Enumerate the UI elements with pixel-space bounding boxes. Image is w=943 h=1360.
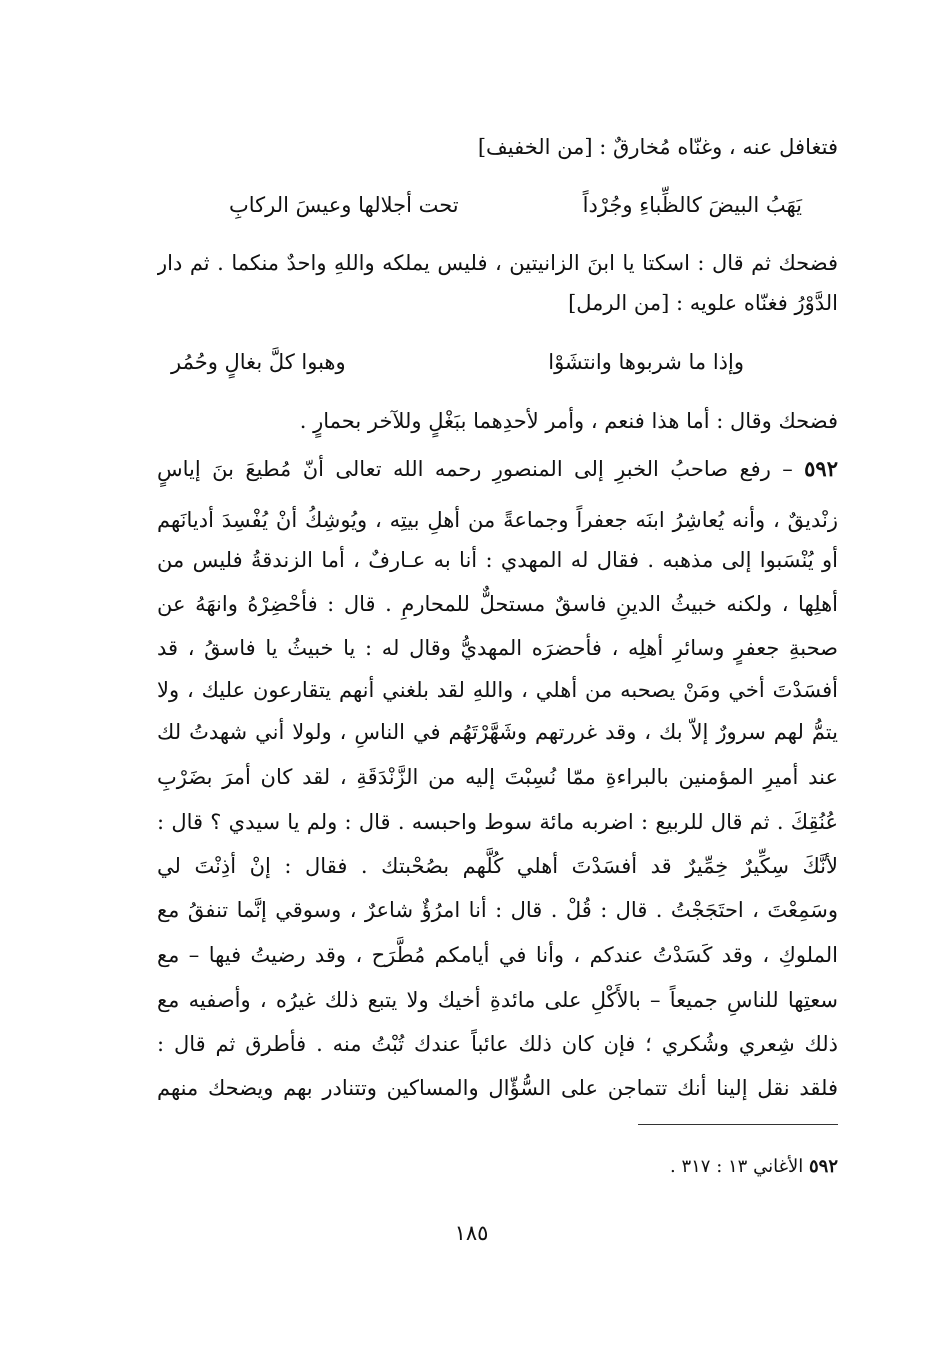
entry-592-first-line [157, 449, 838, 489]
text-line: ذلك شِعري وشُكري ؛ فإن كان ذلك عائباً عندك تُبْتُ منه . فأطرق ثم قال : [157, 1032, 838, 1056]
intro-line: فتغافل عنه ، وغنّاه مُخارقٌ : [من الخفيف] [477, 135, 838, 159]
footnote [670, 1150, 838, 1184]
entry-number: ٥٩٢ [804, 456, 838, 481]
footnote-text: الأغاني ١٣ : ٣١٧ . [670, 1156, 804, 1177]
text-line: سعتِها للناسِ جميعاً – بالأَكْلِ على مائدةِ أخيك ولا يتبع ذلك غيرُه ، وأصفيه مع [157, 988, 838, 1012]
text-line: أفسَدْتَ أخي ومَنْ يصحبه من أهلي ، واللهِ لقد بلغني أنهم يتقارعون عليك ، ولا [157, 678, 838, 702]
text-line: فضحك ثم قال : اسكتا يا ابنَ الزانيتين ، فليس يملكه واللهِ واحدٌ منكما . ثم دار [157, 251, 838, 275]
verse-1-first-hemistich: يَهَبُ البيضَ كالظِّباءِ وجُرْداً [582, 193, 802, 217]
text-line: الدَّوْرُ فغنّاه علويه : [من الرمل] [568, 291, 838, 315]
text-line: فضحك وقال : أما هذا فنعم ، وأمر لأحدِهما ببَغْلٍ وللآخر بحمارٍ . [299, 409, 838, 433]
page-number: ١٨٥ [454, 1221, 489, 1245]
text-line: صحبةِ جعفرٍ وسائرِ أهلِه ، فأحضرَه المهديُّ وقال له : يا خبيثُ يا فاسقُ ، قد [157, 636, 838, 660]
text-line: أهلِها ، ولكنه خبيثُ الدينِ فاسقٌ مستحلٌّ للمحارمِ . قال : فأحْضِرْهُ وانهَهُ عن [157, 592, 838, 616]
text-line: عند أميرِ المؤمنين بالبراءةِ ممّا نُسِبْتَ إليه من الزَّنْدَقَةِ ، لقد كان أمرَ بضَرْبِ [157, 765, 838, 789]
text-line: زنْديقٌ ، وأنه يُعاشِرُ ابنَه جعفراً وجماعةً من أهلِ بيتِه ، ويُوشِكُ أنْ يُفْسِدَ أديانَهم [157, 508, 838, 532]
text-line: لأنَّكَ سِكِّيرٌ خِمِّيرٌ قد أفسَدْتَ أهلي كُلَّهم بصُحْبتك . فقال : إنْ أذِنْتَ لي [157, 854, 838, 878]
verse-2-first-hemistich: وإذا ما شربوها وانتشَوْا [548, 350, 744, 374]
text-line: فلقد نقل إلينا أنك تتماجن على السُّؤّال والمساكين وتتنادر بهم ويضحك منهم [157, 1076, 838, 1100]
text-line: وسَمِعْتَ ، احتَجَجْتُ . قال : قُلْ . قال : أنا امرُؤٌ شاعرٌ ، وسوقي إنَّما تنفقُ مع [157, 898, 838, 922]
text-line: عُنُقِكَ . ثم قال للربيع : اضربه مائة سوط واحبسه . قال : ولم يا سيدي ؟ قال : [157, 810, 838, 834]
entry-first-line-text: – رفع صاحبُ الخبرِ إلى المنصورِ رحمه الله تعالى أنّ مُطيعَ بنَ إياسٍ [157, 457, 793, 481]
text-line: أو يُنْسَبوا إلى مذهبه . فقال له المهدي : أنا به عـارفٌ ، أما الزندقةُ فليس من [157, 548, 838, 572]
text-line: يتمُّ لهم سرورٌ إلاّ بك ، وقد غررتهم وشَهَّرْتَهُم في الناسِ ، ولولا أني شهدتُ لك [157, 720, 838, 744]
main-text [157, 0, 838, 1120]
footnote-divider [638, 1124, 838, 1125]
footnote-number: ٥٩٢ [808, 1156, 838, 1177]
verse-2-second-hemistich: وهبوا كلَّ بغالٍ وحُمُر [171, 350, 346, 374]
verse-1-second-hemistich: تحت أجلالها وعيسَ الركابِ [229, 193, 459, 217]
text-line: الملوكِ ، وقد كَسَدْتُ عندكم ، وأنا في أيامكم مُطَّرَح ، وقد رضيتُ فيها – مع [157, 943, 838, 967]
